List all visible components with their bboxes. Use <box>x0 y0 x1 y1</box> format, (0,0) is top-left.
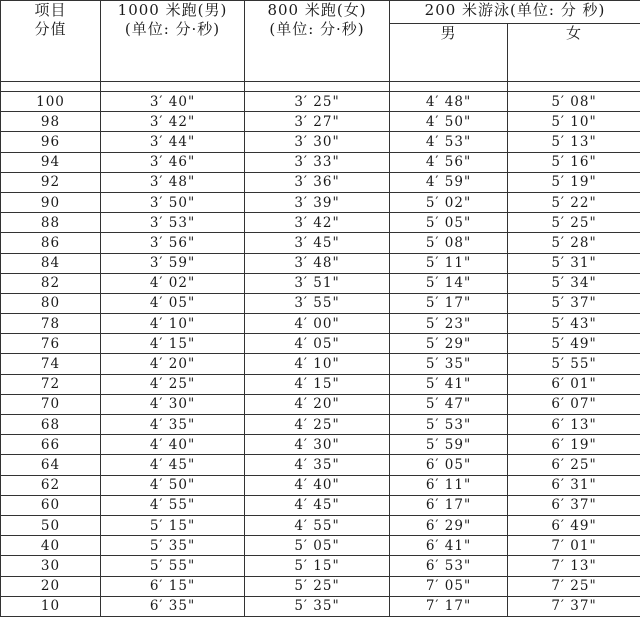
run-women-time-cell: 3′ 27" <box>245 112 390 132</box>
table-row <box>1 233 640 253</box>
swim-women-time-cell: 6′ 19" <box>508 435 640 455</box>
run-women-time-cell: 3′ 33" <box>245 152 390 172</box>
spacer-cell <box>508 82 640 92</box>
score-header-line-2: 分值 <box>34 20 67 38</box>
table-row <box>1 374 640 394</box>
table-row <box>1 314 640 334</box>
run-men-time-cell: 4′ 40" <box>101 435 245 455</box>
swim-men-time-cell: 5′ 11" <box>390 253 508 273</box>
swim-women-time-cell: 6′ 25" <box>508 455 640 475</box>
swim-men-time-cell: 6′ 17" <box>390 495 508 515</box>
spacer-cell <box>1 82 101 92</box>
swim-women-time-cell: 6′ 37" <box>508 495 640 515</box>
score-cell: 70 <box>1 394 101 414</box>
run-men-time-cell: 3′ 56" <box>101 233 245 253</box>
run-men-time-cell: 4′ 30" <box>101 394 245 414</box>
swim-men-time-cell: 6′ 11" <box>390 475 508 495</box>
run-men-time-cell: 4′ 15" <box>101 334 245 354</box>
table-row <box>1 576 640 596</box>
swim-women-time-cell: 7′ 13" <box>508 556 640 576</box>
table-row <box>1 536 640 556</box>
swim-men-time-cell: 5′ 08" <box>390 233 508 253</box>
swim-women-time-cell: 5′ 13" <box>508 132 640 152</box>
run-men-time-cell: 4′ 35" <box>101 415 245 435</box>
run-women-time-cell: 3′ 25" <box>245 92 390 112</box>
run-men-time-cell: 3′ 40" <box>101 92 245 112</box>
run-women-time-cell: 3′ 48" <box>245 253 390 273</box>
swim-women-time-cell: 7′ 01" <box>508 536 640 556</box>
swim-women-time-cell: 6′ 49" <box>508 515 640 535</box>
score-cell: 76 <box>1 334 101 354</box>
run-men-time-cell: 5′ 55" <box>101 556 245 576</box>
swim-men-time-cell: 6′ 53" <box>390 556 508 576</box>
score-cell: 86 <box>1 233 101 253</box>
run-men-time-cell: 4′ 45" <box>101 455 245 475</box>
run-men-time-cell: 3′ 50" <box>101 192 245 212</box>
run-men-time-cell: 5′ 15" <box>101 515 245 535</box>
run-women-time-cell: 4′ 25" <box>245 415 390 435</box>
swim-men-time-cell: 4′ 48" <box>390 92 508 112</box>
run-women-time-cell: 4′ 00" <box>245 314 390 334</box>
table-row <box>1 213 640 233</box>
swim-men-subheader: 男 <box>390 24 508 82</box>
swim-women-time-cell: 5′ 31" <box>508 253 640 273</box>
swim-men-time-cell: 7′ 05" <box>390 576 508 596</box>
swim-women-time-cell: 7′ 25" <box>508 576 640 596</box>
run-men-time-cell: 3′ 59" <box>101 253 245 273</box>
swim-men-time-cell: 4′ 59" <box>390 172 508 192</box>
run-women-time-cell: 5′ 25" <box>245 576 390 596</box>
score-cell: 60 <box>1 495 101 515</box>
table-row <box>1 253 640 273</box>
run-women-time-cell: 3′ 51" <box>245 273 390 293</box>
score-cell: 80 <box>1 293 101 313</box>
table-row <box>1 475 640 495</box>
run-men-header-line-1: 1000 米跑(男) <box>117 1 228 19</box>
swim-women-time-cell: 5′ 08" <box>508 92 640 112</box>
table-row <box>1 455 640 475</box>
table-row <box>1 92 640 112</box>
score-cell: 68 <box>1 415 101 435</box>
run-women-time-cell: 3′ 42" <box>245 213 390 233</box>
swim-men-time-cell: 5′ 14" <box>390 273 508 293</box>
score-cell: 10 <box>1 596 101 616</box>
swim-women-time-cell: 5′ 37" <box>508 293 640 313</box>
score-cell: 66 <box>1 435 101 455</box>
table-row <box>1 172 640 192</box>
run-women-time-cell: 3′ 36" <box>245 172 390 192</box>
score-header-line-1: 项目 <box>34 1 67 19</box>
run-men-time-cell: 4′ 10" <box>101 314 245 334</box>
swim-women-time-cell: 5′ 43" <box>508 314 640 334</box>
run-women-time-cell: 3′ 55" <box>245 293 390 313</box>
swim-women-time-cell: 6′ 01" <box>508 374 640 394</box>
run-women-time-cell: 3′ 45" <box>245 233 390 253</box>
run-women-time-cell: 4′ 10" <box>245 354 390 374</box>
run-women-time-cell: 4′ 05" <box>245 334 390 354</box>
table-body <box>1 92 640 617</box>
swim-women-time-cell: 5′ 34" <box>508 273 640 293</box>
score-cell: 62 <box>1 475 101 495</box>
run-men-time-cell: 4′ 02" <box>101 273 245 293</box>
spacer-cell <box>245 82 390 92</box>
header-spacer-row <box>1 82 640 92</box>
score-cell: 78 <box>1 314 101 334</box>
swim-women-time-cell: 5′ 25" <box>508 213 640 233</box>
run-women-header-line-1: 800 米跑(女) <box>267 1 367 19</box>
run-men-time-cell: 3′ 48" <box>101 172 245 192</box>
run-women-time-cell: 4′ 55" <box>245 515 390 535</box>
swim-men-time-cell: 4′ 50" <box>390 112 508 132</box>
score-cell: 50 <box>1 515 101 535</box>
swim-men-time-cell: 5′ 17" <box>390 293 508 313</box>
score-cell: 88 <box>1 213 101 233</box>
run-women-time-cell: 4′ 20" <box>245 394 390 414</box>
table-row <box>1 515 640 535</box>
table-row <box>1 556 640 576</box>
run-women-time-cell: 5′ 15" <box>245 556 390 576</box>
table-header <box>1 1 640 92</box>
score-cell: 64 <box>1 455 101 475</box>
run-women-time-cell: 5′ 05" <box>245 536 390 556</box>
swim-men-time-cell: 6′ 29" <box>390 515 508 535</box>
run-men-time-cell: 4′ 50" <box>101 475 245 495</box>
run-men-time-cell: 4′ 55" <box>101 495 245 515</box>
run-women-time-cell: 4′ 40" <box>245 475 390 495</box>
run-women-time-cell: 4′ 35" <box>245 455 390 475</box>
swim-men-time-cell: 5′ 59" <box>390 435 508 455</box>
run-men-time-cell: 4′ 25" <box>101 374 245 394</box>
swim-women-time-cell: 5′ 55" <box>508 354 640 374</box>
swim-women-time-cell: 5′ 28" <box>508 233 640 253</box>
swim-men-time-cell: 4′ 56" <box>390 152 508 172</box>
run-men-time-cell: 6′ 15" <box>101 576 245 596</box>
run-women-time-cell: 4′ 45" <box>245 495 390 515</box>
score-cell: 40 <box>1 536 101 556</box>
run-men-header-line-2: (单位: 分·秒) <box>124 20 221 38</box>
swim-women-time-cell: 6′ 07" <box>508 394 640 414</box>
swim-men-time-cell: 6′ 05" <box>390 455 508 475</box>
score-cell: 94 <box>1 152 101 172</box>
score-cell: 82 <box>1 273 101 293</box>
run-men-time-cell: 4′ 05" <box>101 293 245 313</box>
swim-men-time-cell: 4′ 53" <box>390 132 508 152</box>
swim-women-time-cell: 5′ 10" <box>508 112 640 132</box>
swim-men-time-cell: 5′ 29" <box>390 334 508 354</box>
swim-women-time-cell: 5′ 22" <box>508 192 640 212</box>
swim-column-header: 200 米游泳(单位: 分 秒) <box>390 1 640 24</box>
table-row <box>1 596 640 616</box>
swim-men-time-cell: 5′ 02" <box>390 192 508 212</box>
table-row <box>1 415 640 435</box>
score-column-header <box>1 1 101 82</box>
table-row <box>1 495 640 515</box>
swim-men-time-cell: 5′ 05" <box>390 213 508 233</box>
run-women-header-line-2: (单位: 分·秒) <box>269 20 365 38</box>
score-cell: 98 <box>1 112 101 132</box>
score-cell: 100 <box>1 92 101 112</box>
score-cell: 90 <box>1 192 101 212</box>
table-row <box>1 435 640 455</box>
swim-men-time-cell: 5′ 35" <box>390 354 508 374</box>
swim-women-subheader: 女 <box>508 24 640 82</box>
spacer-cell <box>101 82 245 92</box>
run-men-time-cell: 3′ 42" <box>101 112 245 132</box>
table-row <box>1 394 640 414</box>
score-cell: 92 <box>1 172 101 192</box>
swim-women-time-cell: 7′ 37" <box>508 596 640 616</box>
score-cell: 74 <box>1 354 101 374</box>
table-row <box>1 152 640 172</box>
swim-men-time-cell: 5′ 41" <box>390 374 508 394</box>
swim-men-time-cell: 5′ 23" <box>390 314 508 334</box>
run-women-time-cell: 3′ 30" <box>245 132 390 152</box>
table-row <box>1 112 640 132</box>
swim-men-time-cell: 5′ 53" <box>390 415 508 435</box>
table-row <box>1 132 640 152</box>
swim-women-time-cell: 5′ 16" <box>508 152 640 172</box>
run-men-time-cell: 4′ 20" <box>101 354 245 374</box>
table-row <box>1 334 640 354</box>
run-women-time-cell: 4′ 30" <box>245 435 390 455</box>
table-row <box>1 192 640 212</box>
table-row <box>1 293 640 313</box>
run-men-column-header <box>101 1 245 82</box>
score-cell: 30 <box>1 556 101 576</box>
swim-men-time-cell: 5′ 47" <box>390 394 508 414</box>
swim-women-time-cell: 5′ 19" <box>508 172 640 192</box>
swim-men-time-cell: 7′ 17" <box>390 596 508 616</box>
swim-women-time-cell: 6′ 31" <box>508 475 640 495</box>
table-row <box>1 354 640 374</box>
score-cell: 72 <box>1 374 101 394</box>
run-men-time-cell: 5′ 35" <box>101 536 245 556</box>
spacer-cell <box>390 82 508 92</box>
swim-women-time-cell: 5′ 49" <box>508 334 640 354</box>
run-women-time-cell: 4′ 15" <box>245 374 390 394</box>
score-cell: 96 <box>1 132 101 152</box>
run-men-time-cell: 3′ 53" <box>101 213 245 233</box>
run-women-column-header <box>245 1 390 82</box>
run-women-time-cell: 3′ 39" <box>245 192 390 212</box>
swim-men-time-cell: 6′ 41" <box>390 536 508 556</box>
run-men-time-cell: 6′ 35" <box>101 596 245 616</box>
score-cell: 20 <box>1 576 101 596</box>
run-men-time-cell: 3′ 44" <box>101 132 245 152</box>
table-row <box>1 273 640 293</box>
run-men-time-cell: 3′ 46" <box>101 152 245 172</box>
swim-women-time-cell: 6′ 13" <box>508 415 640 435</box>
score-cell: 84 <box>1 253 101 273</box>
run-women-time-cell: 5′ 35" <box>245 596 390 616</box>
